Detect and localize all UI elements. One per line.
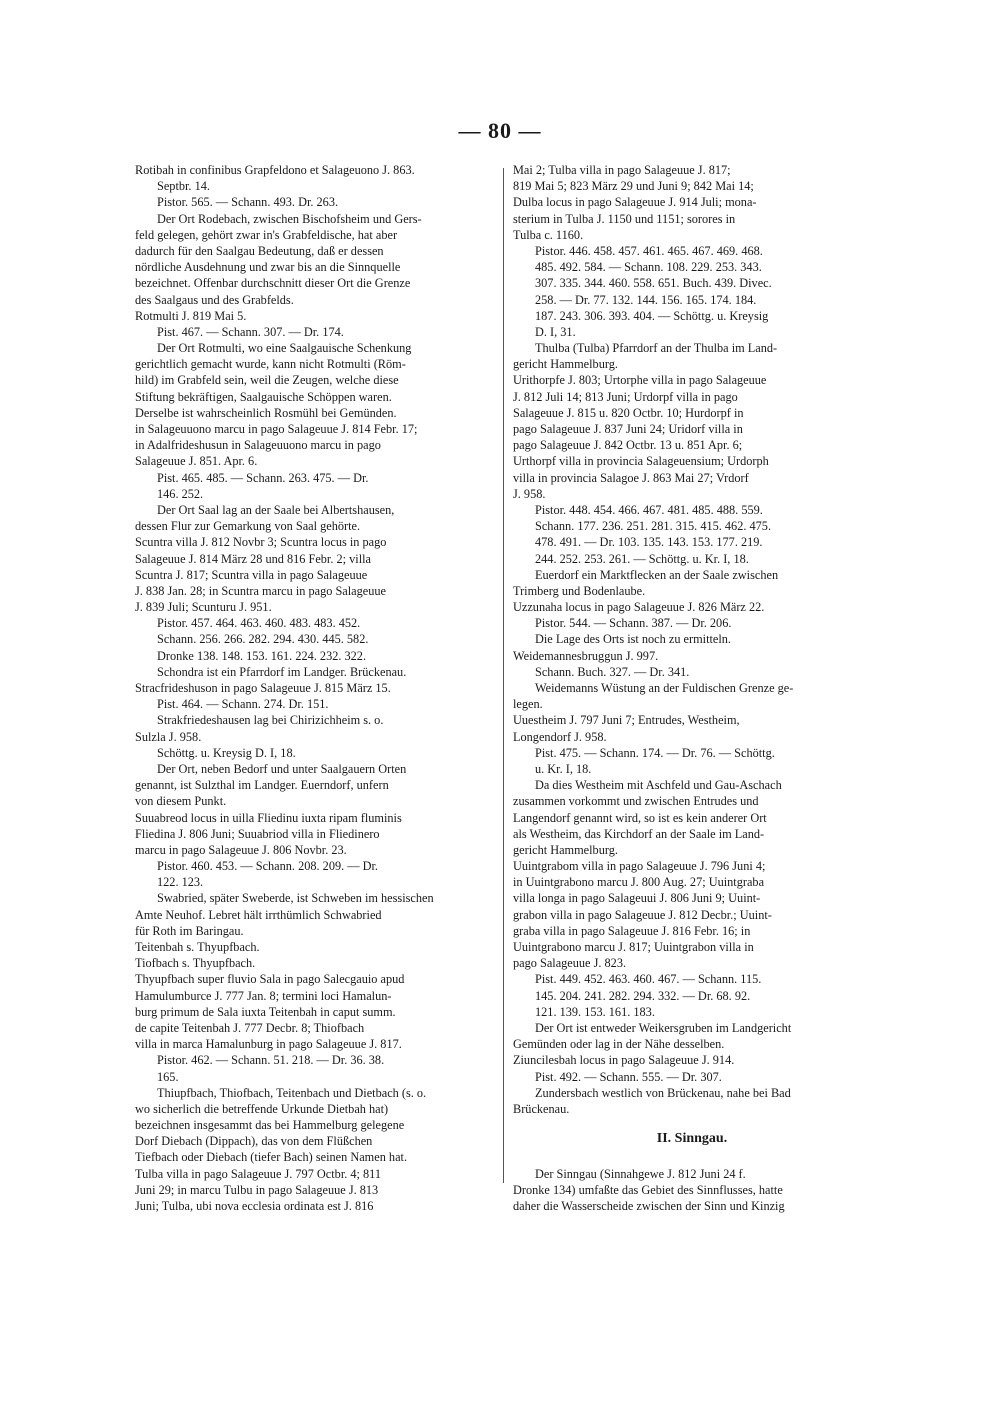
text-line: für Roth im Baringau. [135, 923, 244, 938]
text-line: Tiefbach oder Diebach (tiefer Bach) seinen Namen hat. [135, 1150, 408, 1165]
text-line: Der Ort Saal lag an der Saale bei Albertshausen, [157, 502, 395, 517]
text-line: Pistor. 446. 458. 457. 461. 465. 467. 469. 468. [535, 243, 763, 258]
text-line: Pistor. 460. 453. — Schann. 208. 209. — Dr. [157, 859, 379, 874]
text-line: Derselbe ist wahrscheinlich Rosmühl bei Gemünden. [135, 405, 397, 420]
text-line: Salageuue J. 851. Apr. 6. [135, 454, 258, 469]
text-line: Fliedina J. 806 Juni; Suuabriod villa in Fliedinero [135, 826, 380, 841]
text-line: gerichtlich gemacht wurde, kann nicht Rotmulti (Röm- [135, 357, 406, 372]
text-line: marcu in pago Salageuue J. 806 Novbr. 23. [135, 842, 347, 857]
text-line: villa longa in pago Salageuui J. 806 Juni 9; Uuint- [513, 891, 761, 906]
text-line: Mai 2; Tulba villa in pago Salageuue J. 817; [513, 163, 731, 177]
text-line: 146. 252. [157, 486, 204, 501]
text-line: feld gelegen, gehört zwar in's Grabfeldische, hat aber [135, 227, 398, 242]
text-line: Pist. 475. — Schann. 174. — Dr. 76. — Schöttg. [535, 745, 775, 760]
text-line: Trimberg und Bodenlaube. [513, 583, 646, 598]
text-line: Dulba locus in pago Salageuue J. 914 Juli; mona- [513, 195, 757, 210]
text-line: 819 Mai 5; 823 März 29 und Juni 9; 842 Mai 14; [513, 179, 754, 194]
text-line: Weidemannesbruggun J. 997. [513, 648, 659, 663]
text-line: Der Sinngau (Sinnahgewe J. 812 Juni 24 f. [535, 1167, 746, 1182]
text-line: von diesem Punkt. [135, 794, 227, 809]
text-line: Teitenbah s. Thyupfbach. [135, 940, 260, 954]
text-line: Urithorpfe J. 803; Urtorphe villa in pago Salageuue [513, 373, 767, 388]
text-line: Scuntra villa J. 812 Novbr 3; Scuntra locus in pago [135, 535, 387, 550]
text-line: Sulzla J. 958. [135, 729, 202, 744]
text-line: 307. 335. 344. 460. 558. 651. Buch. 439. Divec. [535, 276, 772, 291]
text-line: Schondra ist ein Pfarrdorf im Landger. Brückenau. [157, 664, 407, 679]
text-line: genannt, ist Sulzthal im Landger. Euerndorf, unfern [135, 778, 389, 793]
text-line: Pistor. 565. — Schann. 493. Dr. 263. [157, 195, 339, 210]
text-line: Juni 29; in marcu Tulbu in pago Salageuue J. 813 [135, 1182, 379, 1197]
text-line: Stiftung bekräftigen, Saalgauische Schöppen waren. [135, 389, 392, 404]
text-line: Amte Neuhof. Lebret hält irrthümlich Schwabried [135, 907, 382, 922]
text-line: gericht Hammelburg. [513, 357, 618, 372]
text-line: Swabried, später Sweberde, ist Schweben im hessischen [157, 891, 434, 906]
text-line: bezeichnet. Offenbar durchschnitt dieser Ort die Grenze [135, 276, 411, 291]
right-column-entries [513, 162, 871, 1117]
text-line: pago Salageuue J. 842 Octbr. 13 u. 851 Apr. 6; [513, 438, 743, 453]
text-line: burg primum de Sala iuxta Teitenbah in caput summ. [135, 1004, 396, 1019]
text-line: grabon villa in pago Salageuue J. 812 Decbr.; Uuint- [513, 907, 772, 922]
text-line: Schöttg. u. Kreysig D. I, 18. [157, 745, 296, 760]
section-heading: II. Sinngau. [656, 1131, 728, 1147]
text-line: J. 838 Jan. 28; in Scuntra marcu in pago Salageuue [135, 583, 387, 598]
text-line: Euerdorf ein Marktflecken an der Saale zwischen [535, 567, 779, 582]
text-line: Der Ort ist entweder Weikersgruben im Landgericht [535, 1020, 792, 1035]
text-line: Pistor. 448. 454. 466. 467. 481. 485. 488. 559. [535, 502, 763, 517]
text-line: Rotibah in confinibus Grapfeldono et Salageuono J. 863. [135, 163, 415, 177]
text-line: Pist. 467. — Schann. 307. — Dr. 174. [157, 324, 344, 339]
text-line: Rotmulti J. 819 Mai 5. [135, 308, 247, 323]
text-line: Weidemanns Wüstung an der Fuldischen Grenze ge- [535, 681, 794, 695]
text-line: 145. 204. 241. 282. 294. 332. — Dr. 68. 92. [535, 988, 751, 1003]
text-line: Uuestheim J. 797 Juni 7; Entrudes, Westheim, [513, 713, 740, 728]
column-divider [503, 168, 504, 1183]
text-line: u. Kr. I, 18. [535, 761, 592, 776]
text-line: J. 958. [513, 486, 546, 501]
text-line: sterium in Tulba J. 1150 und 1151; sorores in [513, 211, 736, 226]
text-line: Gemünden oder lag in der Nähe desselben. [513, 1037, 725, 1052]
text-line: 121. 139. 153. 161. 183. [535, 1004, 655, 1019]
text-line: dessen Flur zur Gemarkung von Saal gehörte. [135, 519, 361, 534]
text-line: Schann. 177. 236. 251. 281. 315. 415. 462. 475. [535, 519, 772, 534]
text-line: 165. [157, 1069, 179, 1084]
text-line: Pist. 449. 452. 463. 460. 467. — Schann. 115. [535, 972, 762, 987]
text-line: Dronke 134) umfaßte das Gebiet des Sinnflusses, hatte [513, 1183, 783, 1198]
text-line: gericht Hammelburg. [513, 842, 618, 857]
text-line: Urthorpf villa in provincia Salageuensium; Urdorph [513, 454, 769, 469]
text-line: villa in provincia Salagoe J. 863 Mai 27; Vrdorf [513, 470, 749, 485]
text-line: Salageuue J. 814 März 28 und 816 Febr. 2; villa [135, 551, 371, 566]
text-line: in Salageuuono marcu in pago Salageuue J. 814 Febr. 17; [135, 422, 418, 436]
text-line: Pist. 492. — Schann. 555. — Dr. 307. [535, 1069, 722, 1084]
text-line: 485. 492. 584. — Schann. 108. 229. 253. 343. [535, 260, 762, 275]
text-line: Salageuue J. 815 u. 820 Octbr. 10; Hurdorpf in [513, 405, 744, 420]
text-line: in Adalfrideshusun in Salageuuono marcu in pago [135, 438, 381, 453]
text-line: Pistor. 544. — Schann. 387. — Dr. 206. [535, 616, 732, 631]
text-line: Stracfrideshuson in pago Salageuue J. 815 März 15. [135, 681, 391, 695]
text-line: 187. 243. 306. 393. 404. — Schöttg. u. Kreysig [535, 308, 769, 323]
text-line: Der Ort Rodebach, zwischen Bischofsheim und Gers- [157, 211, 422, 226]
text-line: zusammen vorkommt und zwischen Entrudes und [513, 794, 759, 809]
text-line: Zundersbach westlich von Brückenau, nahe bei Bad [535, 1085, 791, 1100]
text-line: Der Ort, neben Bedorf und unter Saalgauern Orten [157, 761, 407, 776]
text-line: Dronke 138. 148. 153. 161. 224. 232. 322. [157, 648, 367, 663]
text-line: Uuintgrabom villa in pago Salageuue J. 796 Juni 4; [513, 859, 766, 874]
text-line: Thiupfbach, Thiofbach, Teitenbach und Dietbach (s. o. [157, 1085, 427, 1100]
text-line: Pist. 465. 485. — Schann. 263. 475. — Dr. [157, 470, 369, 485]
text-line: Die Lage des Orts ist noch zu ermitteln. [535, 632, 732, 647]
text-line: Langendorf genannt wird, so ist es kein anderer Ort [513, 810, 767, 825]
text-line: Juni; Tulba, ubi nova ecclesia ordinata est J. 816 [135, 1199, 374, 1213]
text-line: J. 839 Juli; Scunturu J. 951. [135, 600, 272, 615]
text-line: Longendorf J. 958. [513, 729, 607, 744]
text-line: nördliche Ausdehnung und zwar bis an die Sinnquelle [135, 260, 401, 275]
text-line: Pistor. 457. 464. 463. 460. 483. 483. 452. [157, 616, 361, 631]
text-line: Der Ort Rotmulti, wo eine Saalgauische Schenkung [157, 341, 412, 356]
text-line: Schann. Buch. 327. — Dr. 341. [535, 664, 690, 679]
text-line: Suuabreod locus in uilla Fliedinu iuxta ripam fluminis [135, 810, 402, 825]
text-line: pago Salageuue J. 837 Juni 24; Uridorf villa in [513, 422, 743, 436]
text-line: Hamulumburce J. 777 Jan. 8; termini loci Hamalun- [135, 988, 392, 1003]
text-line: Ziuncilesbah locus in pago Salageuue J. 914. [513, 1053, 735, 1068]
text-line: in Uuintgrabono marcu J. 800 Aug. 27; Uuintgraba [513, 875, 765, 890]
text-line: 244. 252. 253. 261. — Schöttg. u. Kr. I, 18. [535, 551, 749, 566]
text-line: D. I, 31. [535, 324, 576, 339]
text-line: 122. 123. [157, 875, 204, 890]
text-line: daher die Wasserscheide zwischen der Sinn und Kinzig [513, 1199, 785, 1214]
right-text-column [513, 162, 871, 1215]
text-line: pago Salageuue J. 823. [513, 956, 627, 971]
text-line: Brückenau. [513, 1101, 570, 1116]
text-line: villa in marca Hamalunburg in pago Salageuue J. 817. [135, 1037, 402, 1052]
text-line: Pistor. 462. — Schann. 51. 218. — Dr. 36. 38. [157, 1053, 385, 1068]
text-line: Strakfriedeshausen lag bei Chirizichheim s. o. [157, 713, 384, 728]
text-line: Thyupfbach super fluvio Sala in pago Salecgauio apud [135, 972, 405, 987]
text-line: 258. — Dr. 77. 132. 144. 156. 165. 174. 184. [535, 292, 757, 307]
text-line: Uzzunaha locus in pago Salageuue J. 826 März 22. [513, 600, 765, 615]
text-line: Tulba villa in pago Salageuue J. 797 Octbr. 4; 811 [135, 1166, 382, 1181]
page-number: — 80 — [458, 118, 542, 143]
text-line: Da dies Westheim mit Aschfeld und Gau-Aschach [535, 778, 782, 793]
right-column-section-text [513, 1166, 871, 1215]
text-line: dadurch für den Saalgau Bedeutung, daß er dessen [135, 243, 384, 258]
text-line: graba villa in pago Salageuue J. 816 Febr. 16; in [513, 923, 751, 938]
text-line: Septbr. 14. [157, 179, 210, 194]
text-line: Thulba (Tulba) Pfarrdorf an der Thulba im Land- [535, 341, 778, 356]
text-line: als Westheim, das Kirchdorf an der Saale im Land- [513, 826, 765, 841]
text-line: legen. [513, 697, 543, 712]
text-line: J. 812 Juli 14; 813 Juni; Urdorpf villa in pago [513, 389, 738, 404]
text-line: des Saalgaus und des Grabfelds. [135, 292, 294, 307]
text-line: Uuintgrabono marcu J. 817; Uuintgrabon villa in [513, 940, 754, 954]
text-line: de capite Teitenbah J. 777 Decbr. 8; Thiofbach [135, 1020, 365, 1035]
text-line: Tulba c. 1160. [513, 227, 584, 242]
left-text-column [135, 162, 493, 1214]
text-line: bezeichnen insgesammt das bei Hammelburg gelegene [135, 1118, 405, 1133]
text-line: Scuntra J. 817; Scuntra villa in pago Salageuue [135, 567, 368, 582]
text-line: wo sicherlich die betreffende Urkunde Dietbah hat) [135, 1101, 389, 1116]
text-line: hild) im Grabfeld sein, weil die Zeugen, welche diese [135, 373, 399, 388]
text-line: Pist. 464. — Schann. 274. Dr. 151. [157, 697, 329, 712]
text-line: 478. 491. — Dr. 103. 135. 143. 153. 177. 219. [535, 535, 763, 550]
text-line: Schann. 256. 266. 282. 294. 430. 445. 582. [157, 632, 369, 647]
text-line: Dorf Diebach (Dippach), das von dem Flüßchen [135, 1134, 373, 1149]
text-line: Tiofbach s. Thyupfbach. [135, 956, 256, 971]
